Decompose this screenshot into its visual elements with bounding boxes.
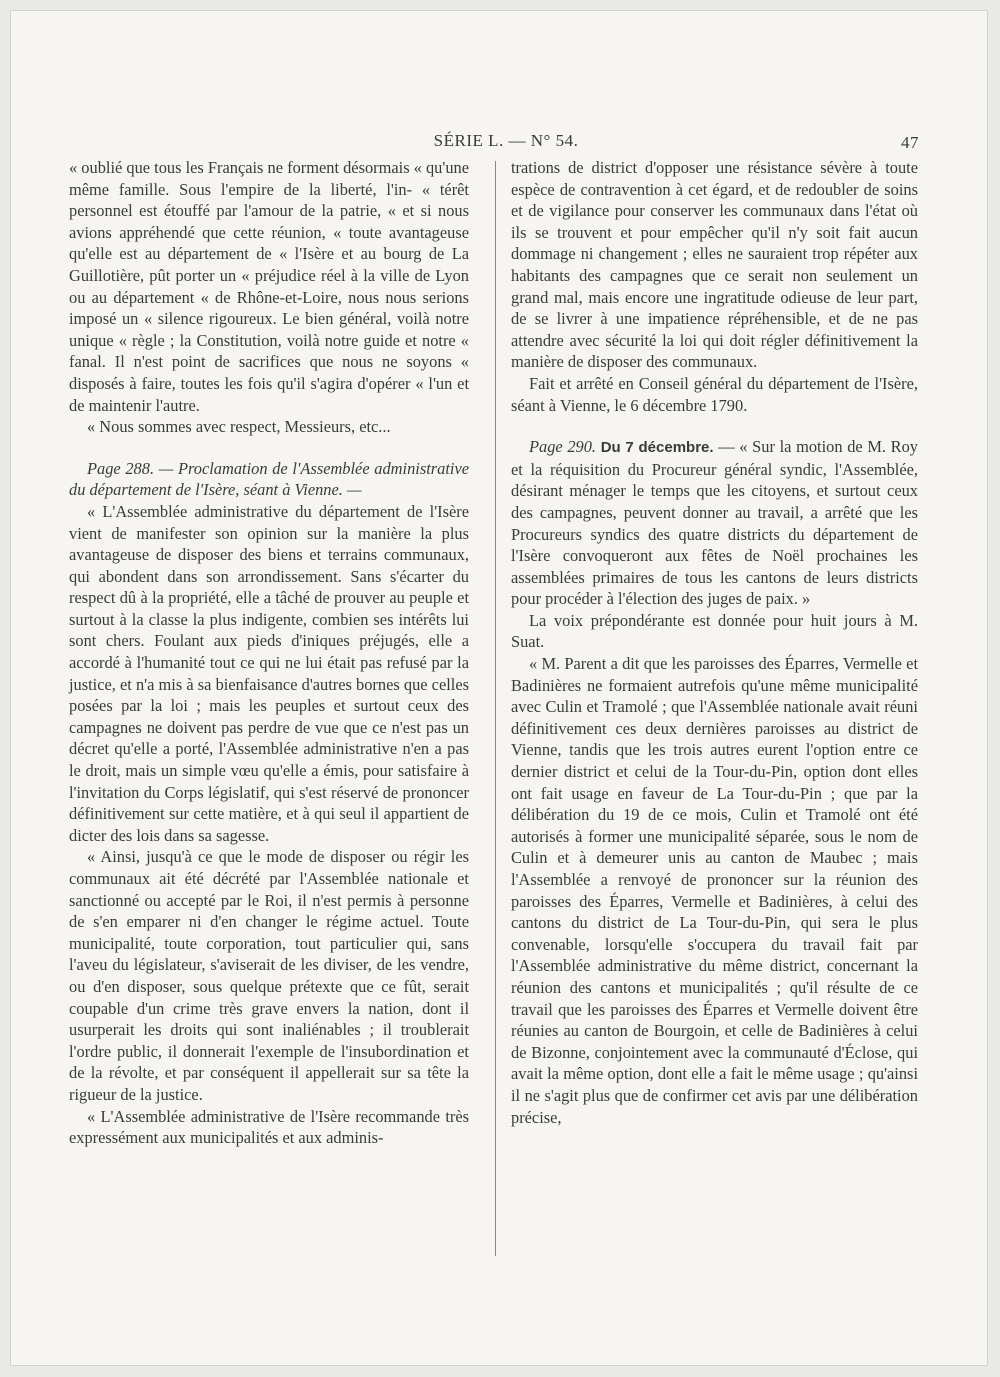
column-divider [495, 161, 496, 1256]
entry-290 [511, 436, 918, 610]
body-paragraph: « M. Parent a dit que les paroisses des Éparres, Vermelle et Badinières ne formaient autrefois qu'une même municipalité avec Culin et Tramolé ; que l'Assemblée nationale avait réuni définitivement ces deux dernières paroisses au district de Vienne, tandis que les trois autres eurent l'option entre ce dernier district et celui de la Tour-du-Pin, option dont elles ont fait usage en faveur de La Tour-du-Pin ; que par la délibération du 19 de ce mois, Culin et Tramolé ont été autorisés à former une municipalité séparée, sous le nom de Culin et à demeurer unis au canton de Maubec ; mais l'Assemblée a renvoyé de prononcer sur la réunion des paroisses des Éparres, Vermelle et Badinières, à celui des cantons du district de La Tour-du-Pin, qui sera le plus convenable, lorsqu'elle s'occupera du travail fait par l'Assemblée administrative du même district, concernant la réunion des cantons et municipalités ; qu'il résulte de ce travail que les paroisses des Éparres et Vermelle doivent être réunies au canton de Bourgoin, et celle de Badinières à celui de Bizonne, conjointement avec la communauté d'Éclose, qui avait la même option, dont elle a fait le même usage ; qu'ainsi il ne s'agit plus que de confirmer cet avis par une délibération précise, [511, 654, 918, 1127]
body-paragraph: La voix prépondérante est donnée pour huit jours à M. Suat. [511, 610, 918, 652]
body-paragraph: « L'Assemblée administrative du département de l'Isère vient de manifester son opinion sur la manière la plus avantageuse de disposer des biens et terrains communaux, qui abondent dans son arrondissement. Sans s'écarter du respect dû à la propriété, elle a tâché de prouver au peuple et surtout à la classe la plus indigente, combien ses intérêts lui sont chers. Foulant aux pieds d'iniques préjugés, elle a accordé à l'humanité tout ce qui ne lui était pas refusé par la justice, et n'a mis à sa bienfaisance d'autres bornes que celles posées par la loi ; mais les peuples et surtout ceux des campagnes ne doivent pas perdre de vue que ce n'est pas un décret qu'elle a porté, l'Assemblée administrative n'en a pas le droit, mais un simple vœu qu'elle a émis, pour satisfaire à l'invitation du Corps législatif, qui s'est réservé de prononcer définitivement sur cette matière, et à qui seul il appartient de dicter des lois dans sa sagesse. [69, 501, 469, 845]
page-number: 47 [901, 133, 919, 152]
document-page [10, 10, 988, 1366]
continued-paragraph: trations de district d'opposer une résistance sévère à toute espèce de contravention à cet égard, et de redoubler de soins et de vigilance pour conserver les communaux dans l'état où ils se trouvent et pour empêcher qu'il n'y soit fait aucun dommage ni changement ; elles ne sauraient trop répéter aux habitants des campagnes que ce serait non seulement un grand mal, mais encore une ingratitude odieuse de leur part, de se livrer à une impatience répréhensible, et de ne pas attendre avec sécurité la loi qui doit régler définitivement la manière de disposer des communaux. [511, 158, 918, 372]
entry-first-paragraph: — « Sur la motion de M. Roy et la réquisition du Procureur général syndic, l'Assemblée, désirant ménager le temps que les citoyens, et surtout ceux des campagnes, peuvent donner au travail, a arrêté que les Procureurs syndics des quatre districts du département de l'Isère convoqueront aux fêtes de Noël prochaines les assemblées primaires de tous les cantons de leurs districts pour procéder à l'élection des juges de paix. » [511, 437, 918, 609]
closing-salutation: « Nous sommes avec respect, Messieurs, etc... [87, 417, 391, 437]
body-paragraph: « Ainsi, jusqu'à ce que le mode de disposer ou régir les communaux ait été décrété par l'Assemblée nationale et sanctionné ou accepté par le Roi, il n'est permis à personne de s'en emparer ni d'en changer le régime actuel. Toute municipalité, toute corporation, tout particulier qui, sans l'aveu du législateur, s'aviserait de les diviser, de les vendre, ou d'en disposer, sous quelque prétexte que ce fût, serait coupable d'un crime très grave envers la nation, dont il usurperait les droits qui sont inaliénables ; il troublerait l'ordre public, il donnerait l'exemple de l'insubordination et de la révolte, et par conséquent il appellerait sur sa tête la rigueur de la justice. [69, 847, 469, 1104]
entry-heading-288: Page 288. — Proclamation de l'Assemblée administrative du département de l'Isère, séant à Vienne. — [69, 458, 469, 500]
left-column [69, 157, 469, 1149]
body-paragraph: « L'Assemblée administrative de l'Isère recommande très expressément aux municipalités et aux adminis- [69, 1106, 469, 1148]
quote-paragraph: « oublié que tous les Français ne forment désormais « qu'une même famille. Sous l'empire de la liberté, l'in- « térêt personnel est étouffé par l'amour de la patrie, « et si nous avions appréhendé que cette réunion, « toute avantageuse qu'elle est au département de « l'Isère et au bourg de La Guillotière, pût porter un « préjudice réel à la ville de Lyon ou au département « de Rhône-et-Loire, nous nous serions imposé un « silence rigoureux. Le bien général, voilà notre unique « règle ; la Constitution, voilà notre guide et notre « fanal. Il n'est point de sacrifices que nous ne soyons « disposés à faire, toutes les fois qu'il s'agira d'opérer « l'un et de maintenir l'autre. [69, 158, 469, 415]
series-label: SÉRIE L. — N° 54. [433, 131, 579, 150]
right-column [511, 157, 918, 1128]
entry-date-label: Du 7 décembre. [600, 439, 714, 457]
entry-page-label: Page 290. [529, 437, 597, 457]
decree-closing: Fait et arrêté en Conseil général du département de l'Isère, séant à Vienne, le 6 décembre 1790. [511, 373, 918, 415]
